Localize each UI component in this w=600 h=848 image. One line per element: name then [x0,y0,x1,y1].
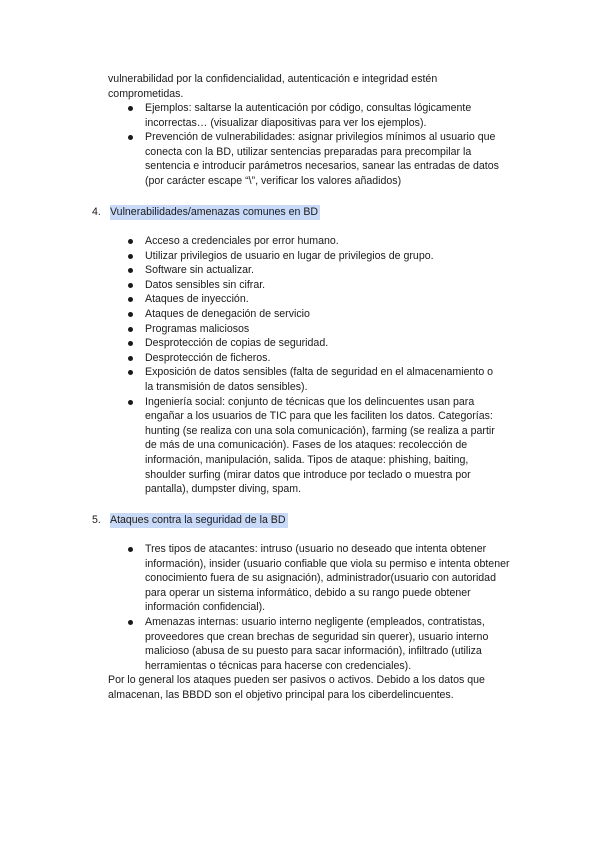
intro-bullet-list [127,101,512,189]
bullet-icon [128,620,133,625]
section-4-bullet-list [127,234,497,497]
list-item: Desprotección de copias de seguridad. [127,336,497,351]
section-4-title: Vulnerabilidades/amenazas comunes en BD [110,206,319,218]
bullet-icon [128,312,133,317]
bullet-icon [128,268,133,273]
list-item: Desprotección de ficheros. [127,351,497,366]
list-item: Datos sensibles sin cifrar. [127,278,497,293]
section-5-bullet-list [127,542,512,673]
list-item: Prevención de vulnerabilidades: asignar privilegios mínimos al usuario que conecta con la BD, utilizar sentencias preparadas para precompilar la sentencia e introducir parámetros necesarios, sanear las entradas de datos (por carácter escape “\”, verificar los valores añadidos) [127,130,512,188]
bullet-icon [128,370,133,375]
list-item: Software sin actualizar. [127,263,497,278]
list-item: Utilizar privilegios de usuario en lugar de privilegios de grupo. [127,249,497,264]
bullet-icon [128,106,133,111]
section-5-title: Ataques contra la seguridad de la BD [110,514,286,526]
intro-line-1: vulnerabilidad por la confidencialidad, autenticación e integridad estén [108,73,438,85]
list-item: Amenazas internas: usuario interno negligente (empleados, contratistas, proveedores que crean brechas de seguridad sin querer), usuario interno malicioso (abusa de su puesto para sacar información), infiltrado (utiliza herramientas o técnicas para hacerse con credenciales). [127,615,512,673]
section-5-number: 5. [92,514,101,526]
list-item: Ataques de inyección. [127,292,497,307]
bullet-icon [128,297,133,302]
list-item: Exposición de datos sensibles (falta de seguridad en el almacenamiento o la transmisión de datos sensibles). [127,365,497,394]
bullet-icon [128,254,133,259]
bullet-icon [128,400,133,405]
bullet-icon [128,356,133,361]
closing-paragraph: Por lo general los ataques pueden ser pasivos o activos. Debido a los datos que almacenan, las BBDD son el objetivo principal para los ciberdelincuentes. [108,674,485,701]
list-item: Ataques de denegación de servicio [127,307,497,322]
bullet-icon [128,327,133,332]
section-5-heading [92,513,288,528]
section-4-heading [92,205,320,220]
list-item: Ingeniería social: conjunto de técnicas que los delincuentes usan para engañar a los usuarios de TIC para que les faciliten los datos. Categorías: hunting (se realiza con una sola comunicación), farming (se realiza a partir de más de una comunicación). Fases de los ataques: recolección de información, manipulación, salida. Tipos de ataque: phishing, baiting, shoulder surfing (mirar datos que introduce por teclado o muestra por pantalla), dumpster diving, spam. [127,395,497,497]
list-item: Acceso a credenciales por error humano. [127,234,497,249]
intro-line-2: comprometidas. [108,87,184,100]
list-item: Ejemplos: saltarse la autenticación por código, consultas lógicamente incorrectas… (visualizar diapositivas para ver los ejemplos). [127,101,512,130]
bullet-icon [128,341,133,346]
list-item: Tres tipos de atacantes: intruso (usuario no deseado que intenta obtener información), insider (usuario confiable que viola su permiso e intenta obtener conocimiento fuera de su asignación), administrador(usuario con autoridad para operar un sistema informático, debido a su rango puede obtener información confidencial). [127,542,512,615]
bullet-icon [128,547,133,552]
section-4-number: 4. [92,206,101,218]
bullet-icon [128,135,133,140]
list-item: Programas maliciosos [127,322,497,337]
bullet-icon [128,283,133,288]
bullet-icon [128,239,133,244]
